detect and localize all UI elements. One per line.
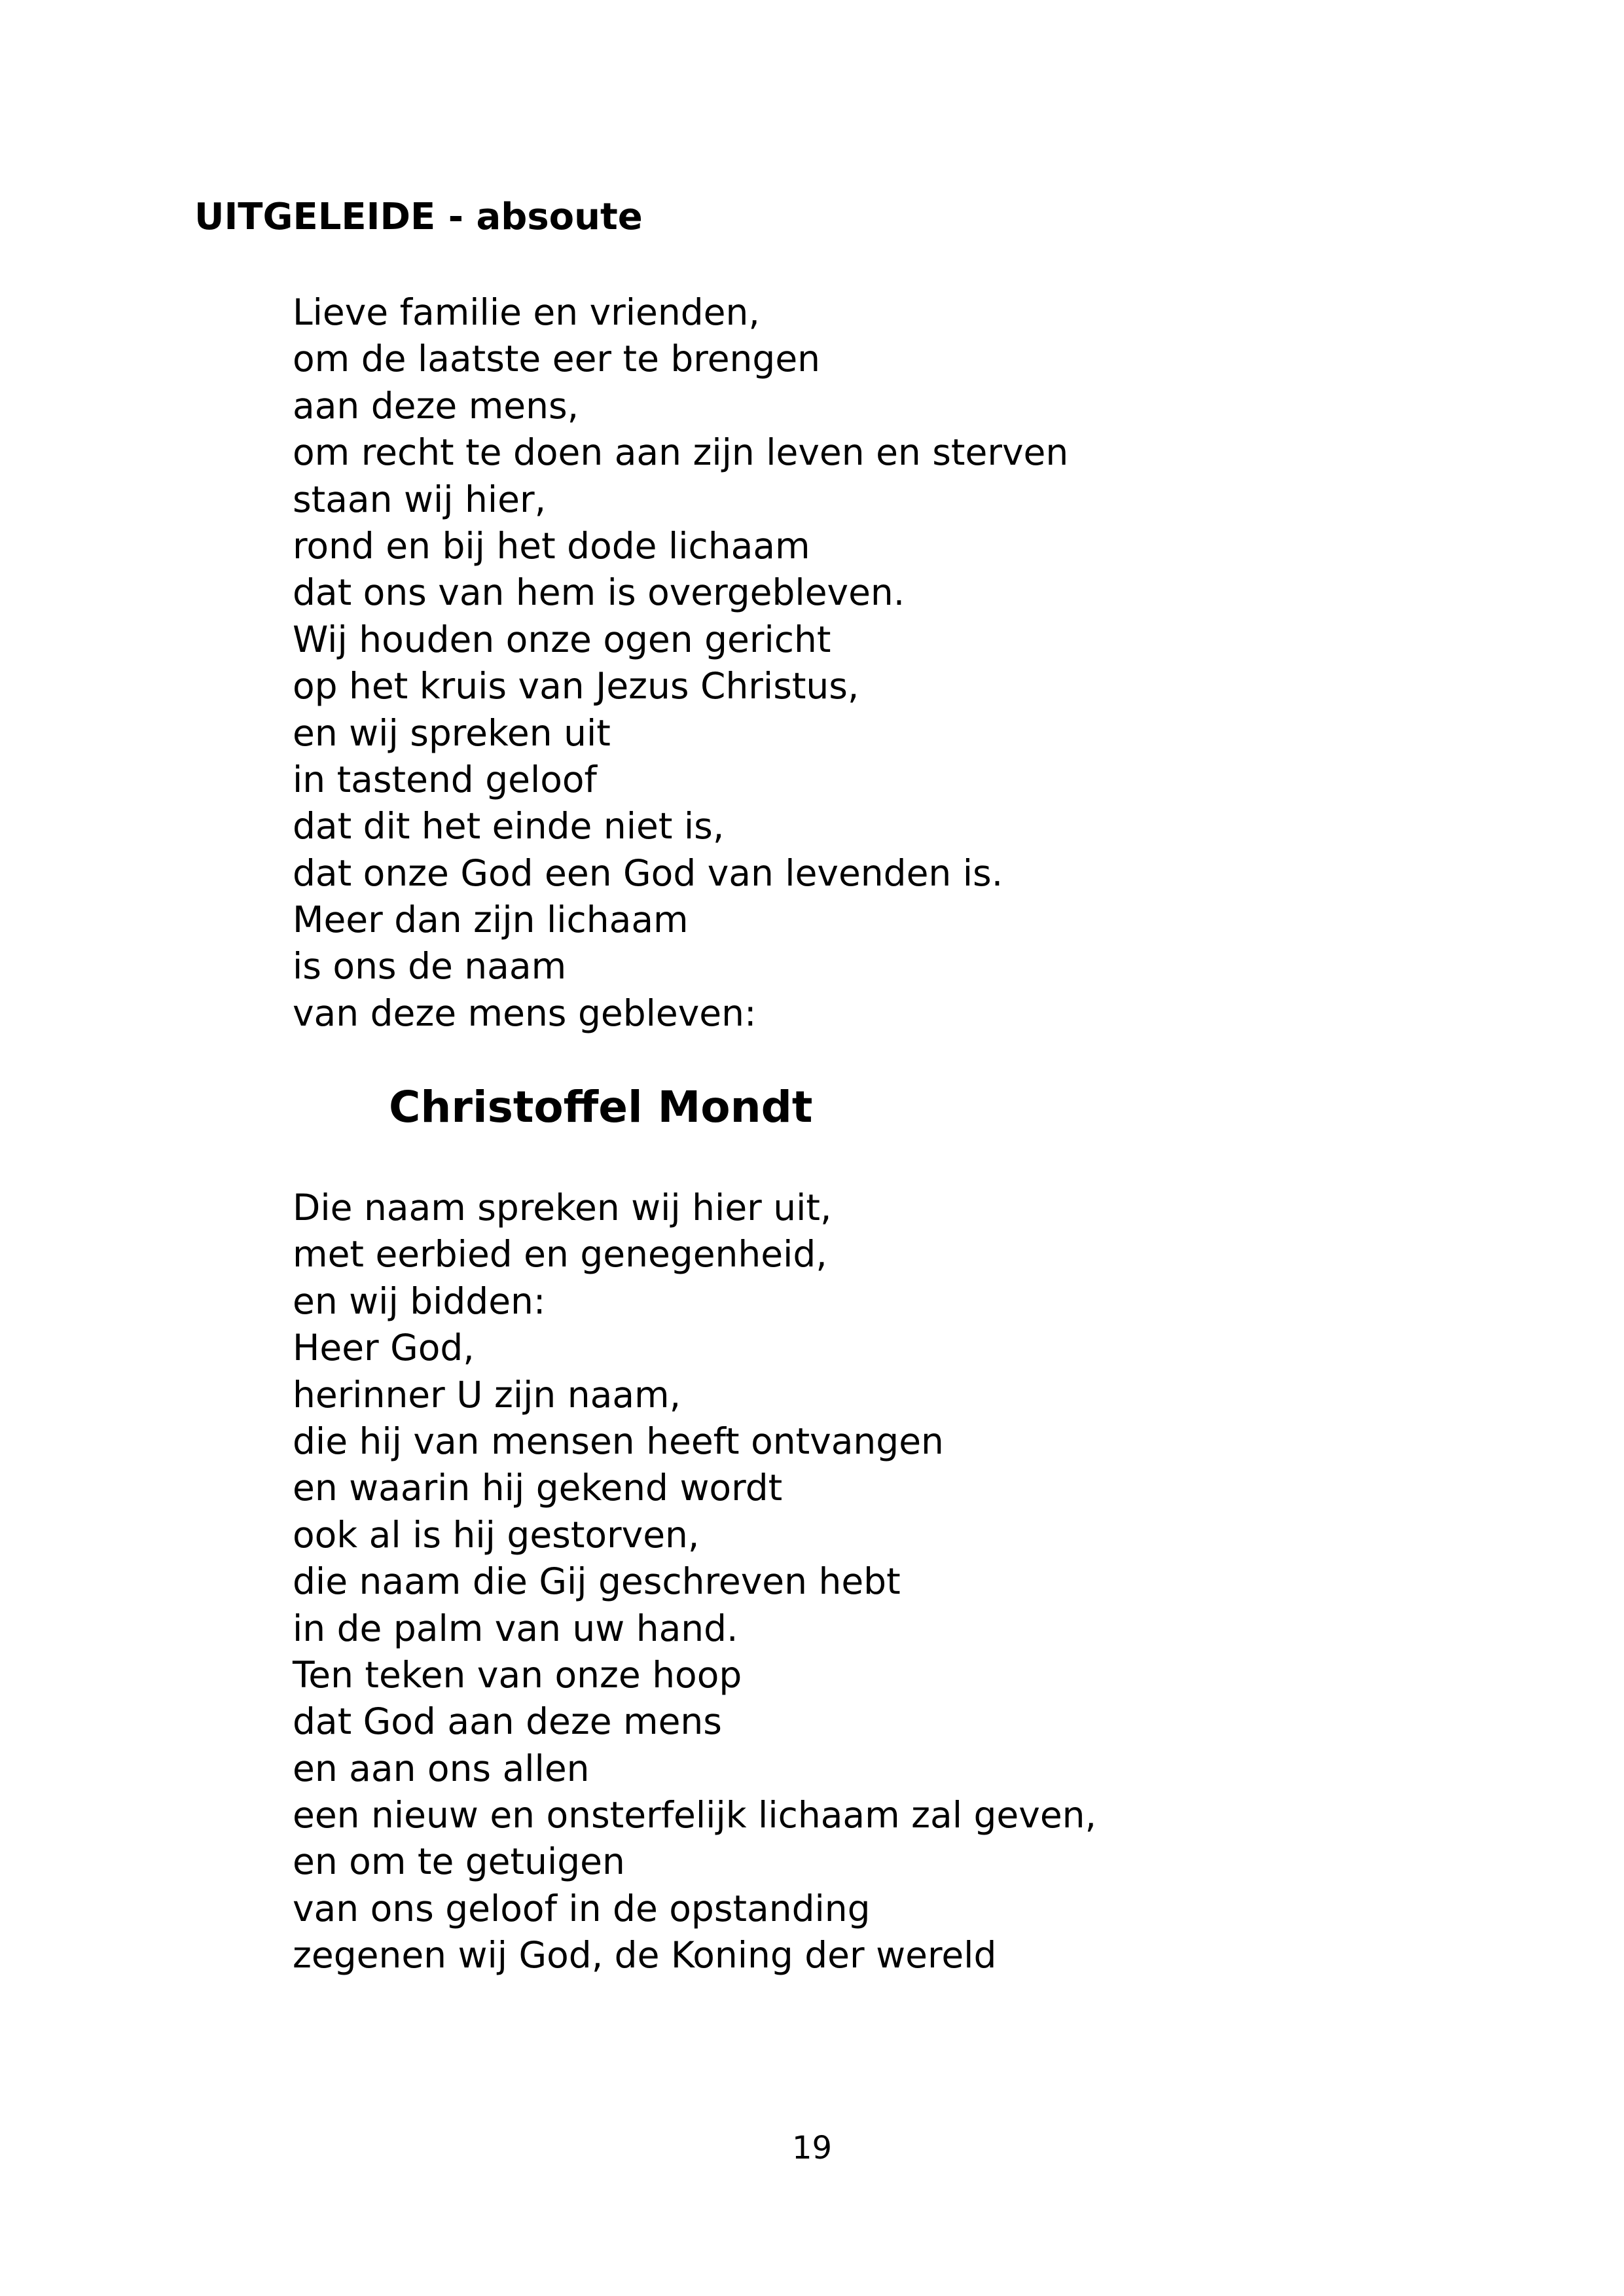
verse-line: herinner U zijn naam, xyxy=(293,1373,681,1416)
verse-line: van ons geloof in de opstanding xyxy=(293,1887,871,1929)
page-number: 19 xyxy=(791,2130,833,2166)
verse-line: en om te getuigen xyxy=(293,1840,625,1883)
verse-line: van deze mens gebleven: xyxy=(293,992,757,1034)
section-title: UITGELEIDE - absoute xyxy=(194,196,643,238)
stanza-1 xyxy=(293,289,1068,1037)
verse-line: staan wij hier, xyxy=(293,478,547,520)
verse-line: met eerbied en genegenheid, xyxy=(293,1233,827,1276)
verse-line: in tastend geloof xyxy=(293,758,597,800)
verse-line: die naam die Gij geschreven hebt xyxy=(293,1560,901,1603)
verse-line: en aan ons allen xyxy=(293,1747,590,1789)
verse-line: Die naam spreken wij hier uit, xyxy=(293,1187,832,1229)
verse-line: dat God aan deze mens xyxy=(293,1700,722,1743)
verse-line: dat onze God een God van levenden is. xyxy=(293,852,1003,894)
verse-line: aan deze mens, xyxy=(293,384,579,427)
verse-line: zegenen wij God, de Koning der wereld xyxy=(293,1934,997,1977)
verse-line: Meer dan zijn lichaam xyxy=(293,899,689,941)
verse-line: ook al is hij gestorven, xyxy=(293,1513,700,1556)
verse-line: dat ons van hem is overgebleven. xyxy=(293,571,905,614)
verse-line: en waarin hij gekend wordt xyxy=(293,1467,783,1509)
verse-line: en wij bidden: xyxy=(293,1280,546,1322)
verse-line: die hij van mensen heeft ontvangen xyxy=(293,1420,944,1462)
verse-line: om recht te doen aan zijn leven en sterven xyxy=(293,431,1069,474)
verse-line: Lieve familie en vrienden, xyxy=(293,291,760,333)
verse-line: in de palm van uw hand. xyxy=(293,1607,738,1649)
verse-line: Heer God, xyxy=(293,1327,475,1369)
verse-line: rond en bij het dode lichaam xyxy=(293,524,810,567)
verse-line: op het kruis van Jezus Christus, xyxy=(293,665,859,708)
verse-line: Ten teken van onze hoop xyxy=(293,1653,742,1696)
verse-line: een nieuw en onsterfelijk lichaam zal geven, xyxy=(293,1794,1096,1837)
stanza-2 xyxy=(293,1185,1096,1979)
verse-line: en wij spreken uit xyxy=(293,711,611,754)
verse-line: dat dit het einde niet is, xyxy=(293,805,725,848)
deceased-name-heading: Christoffel Mondt xyxy=(389,1082,813,1132)
verse-line: om de laatste eer te brengen xyxy=(293,338,821,380)
verse-line: Wij houden onze ogen gericht xyxy=(293,618,831,660)
verse-line: is ons de naam xyxy=(293,945,567,988)
